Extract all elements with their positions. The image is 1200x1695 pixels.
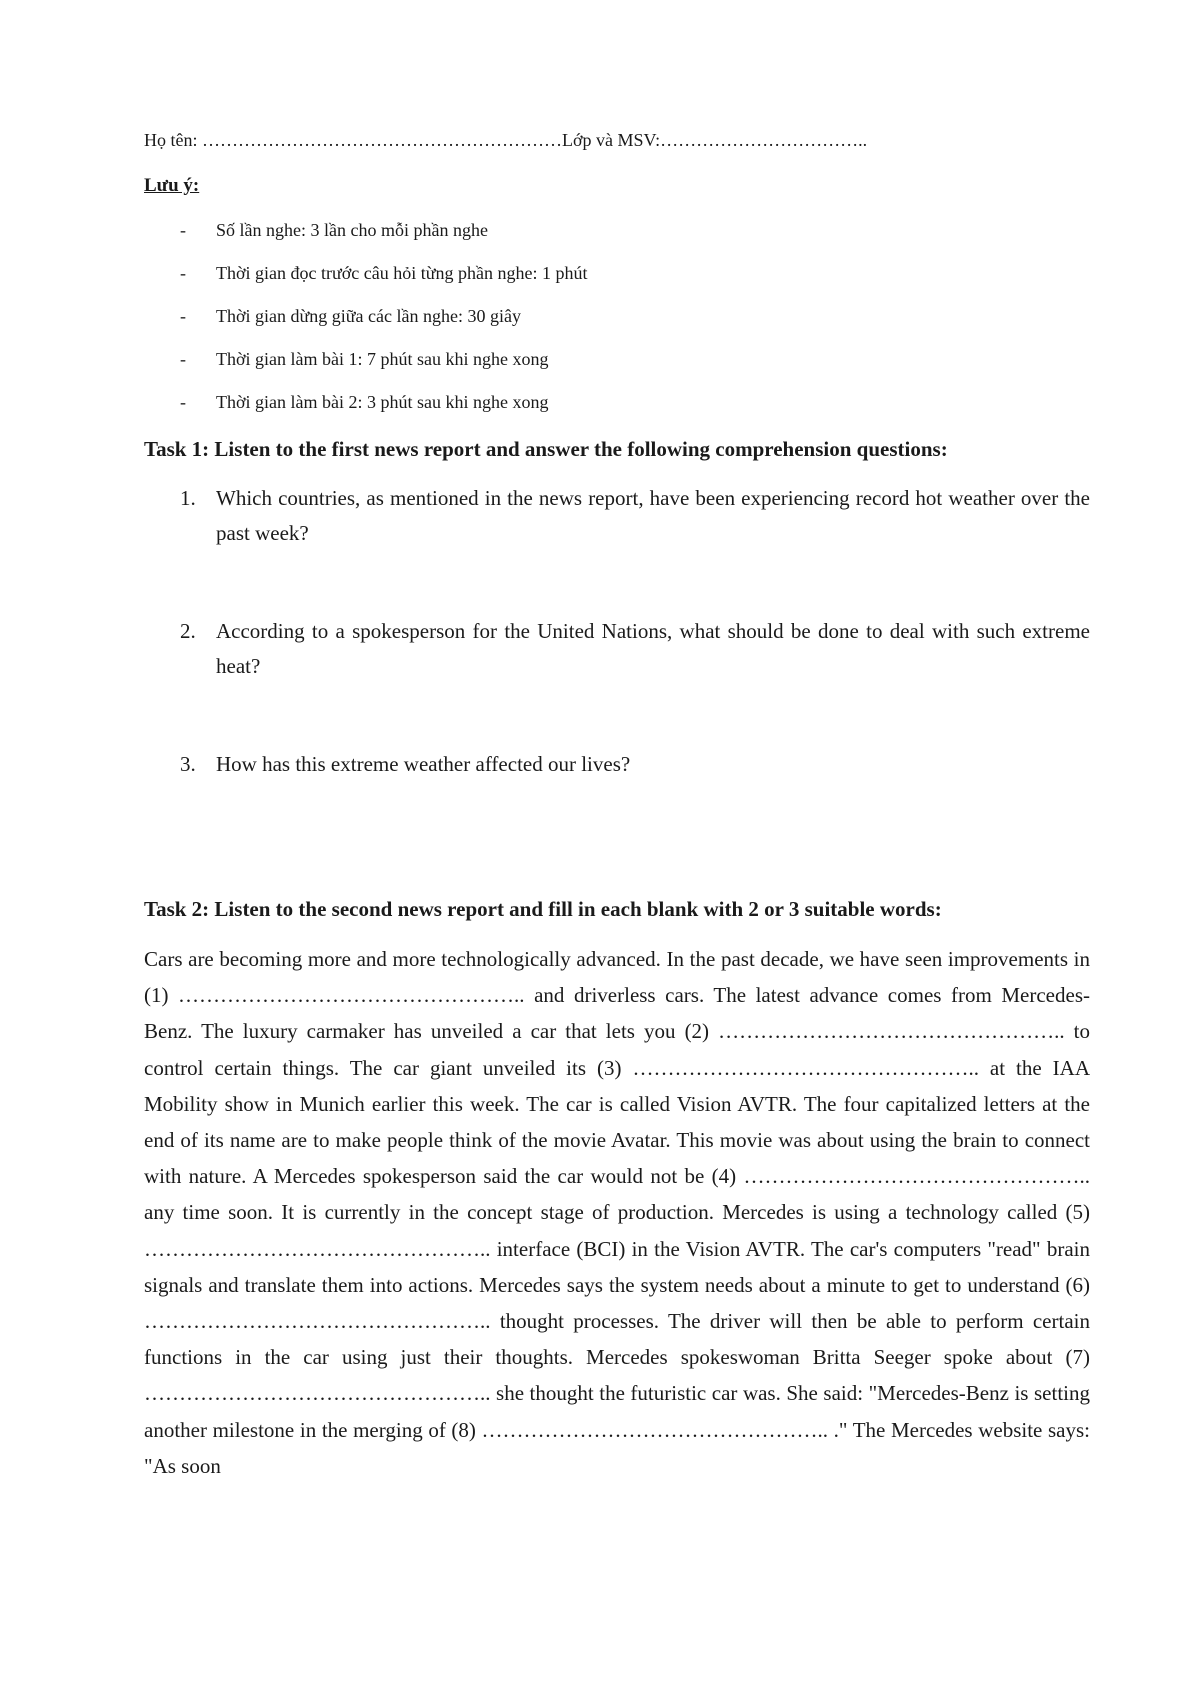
- question-number: 2.: [180, 619, 196, 643]
- note-text: Số lần nghe: 3 lần cho mỗi phần nghe: [216, 220, 488, 240]
- note-bullet: -: [180, 349, 186, 369]
- note-bullet: -: [180, 220, 186, 240]
- note-text: Thời gian làm bài 1: 7 phút sau khi nghe xong: [216, 349, 549, 369]
- question-number: 1.: [180, 486, 196, 510]
- note-text: Thời gian làm bài 2: 3 phút sau khi nghe xong: [216, 392, 549, 412]
- note-text: Thời gian đọc trước câu hỏi từng phần nghe: 1 phút: [216, 263, 588, 283]
- question-item: [144, 481, 1090, 551]
- question-item: [144, 747, 1090, 782]
- question-text: How has this extreme weather affected our lives?: [216, 752, 631, 776]
- note-bullet: -: [180, 392, 186, 412]
- task2-heading: Task 2: Listen to the second news report and fill in each blank with 2 or 3 suitable words:: [144, 897, 942, 921]
- question-item: [144, 614, 1090, 684]
- question-text: According to a spokesperson for the United Nations, what should be done to deal with such extreme heat?: [216, 619, 1090, 678]
- question-text: Which countries, as mentioned in the news report, have been experiencing record hot weather over the past week?: [216, 486, 1090, 545]
- note-bullet: -: [180, 263, 186, 283]
- note-text: Thời gian dừng giữa các lần nghe: 30 giây: [216, 306, 521, 326]
- note-bullet: -: [180, 306, 186, 326]
- notes-title: Lưu ý:: [144, 175, 200, 196]
- fill-in-passage: Cars are becoming more and more technologically advanced. In the past decade, we have seen improvements in (1) ………………………………………….. and driverless cars. The latest advance comes from Mercedes-Benz. The luxury carmaker has unveiled a car that lets you (2) ………………………………………….. to control certain things. The car giant unveiled its (3) ………………………………………….. at the IAA Mobility show in Munich earlier this week. The car is called Vision AVTR. The four capitalized letters at the end of its name are to make people think of the movie Avatar. This movie was about using the brain to connect with nature. A Mercedes spokesperson said the car would not be (4) ………………………………………….. any time soon. It is currently in the concept stage of production. Mercedes is using a technology called (5) ………………………………………….. interface (BCI) in the Vision AVTR. The car's computers "read" brain signals and translate them into actions. Mercedes says the system needs about a minute to get to understand (6) ………………………………………….. thought processes. The driver will then be able to perform certain functions in the car using just their thoughts. Mercedes spokeswoman Britta Seeger spoke about (7) ………………………………………….. she thought the futuristic car was. She said: "Mercedes-Benz is setting another milestone in the merging of (8) ………………………………………….. ." The Mercedes website says: "As soon: [144, 947, 1090, 1478]
- student-info-line: Họ tên: ……………………………………………………Lớp và MSV:……………………………..: [144, 130, 868, 150]
- question-number: 3.: [180, 752, 196, 776]
- task1-heading: Task 1: Listen to the first news report and answer the following comprehension questions:: [144, 437, 948, 461]
